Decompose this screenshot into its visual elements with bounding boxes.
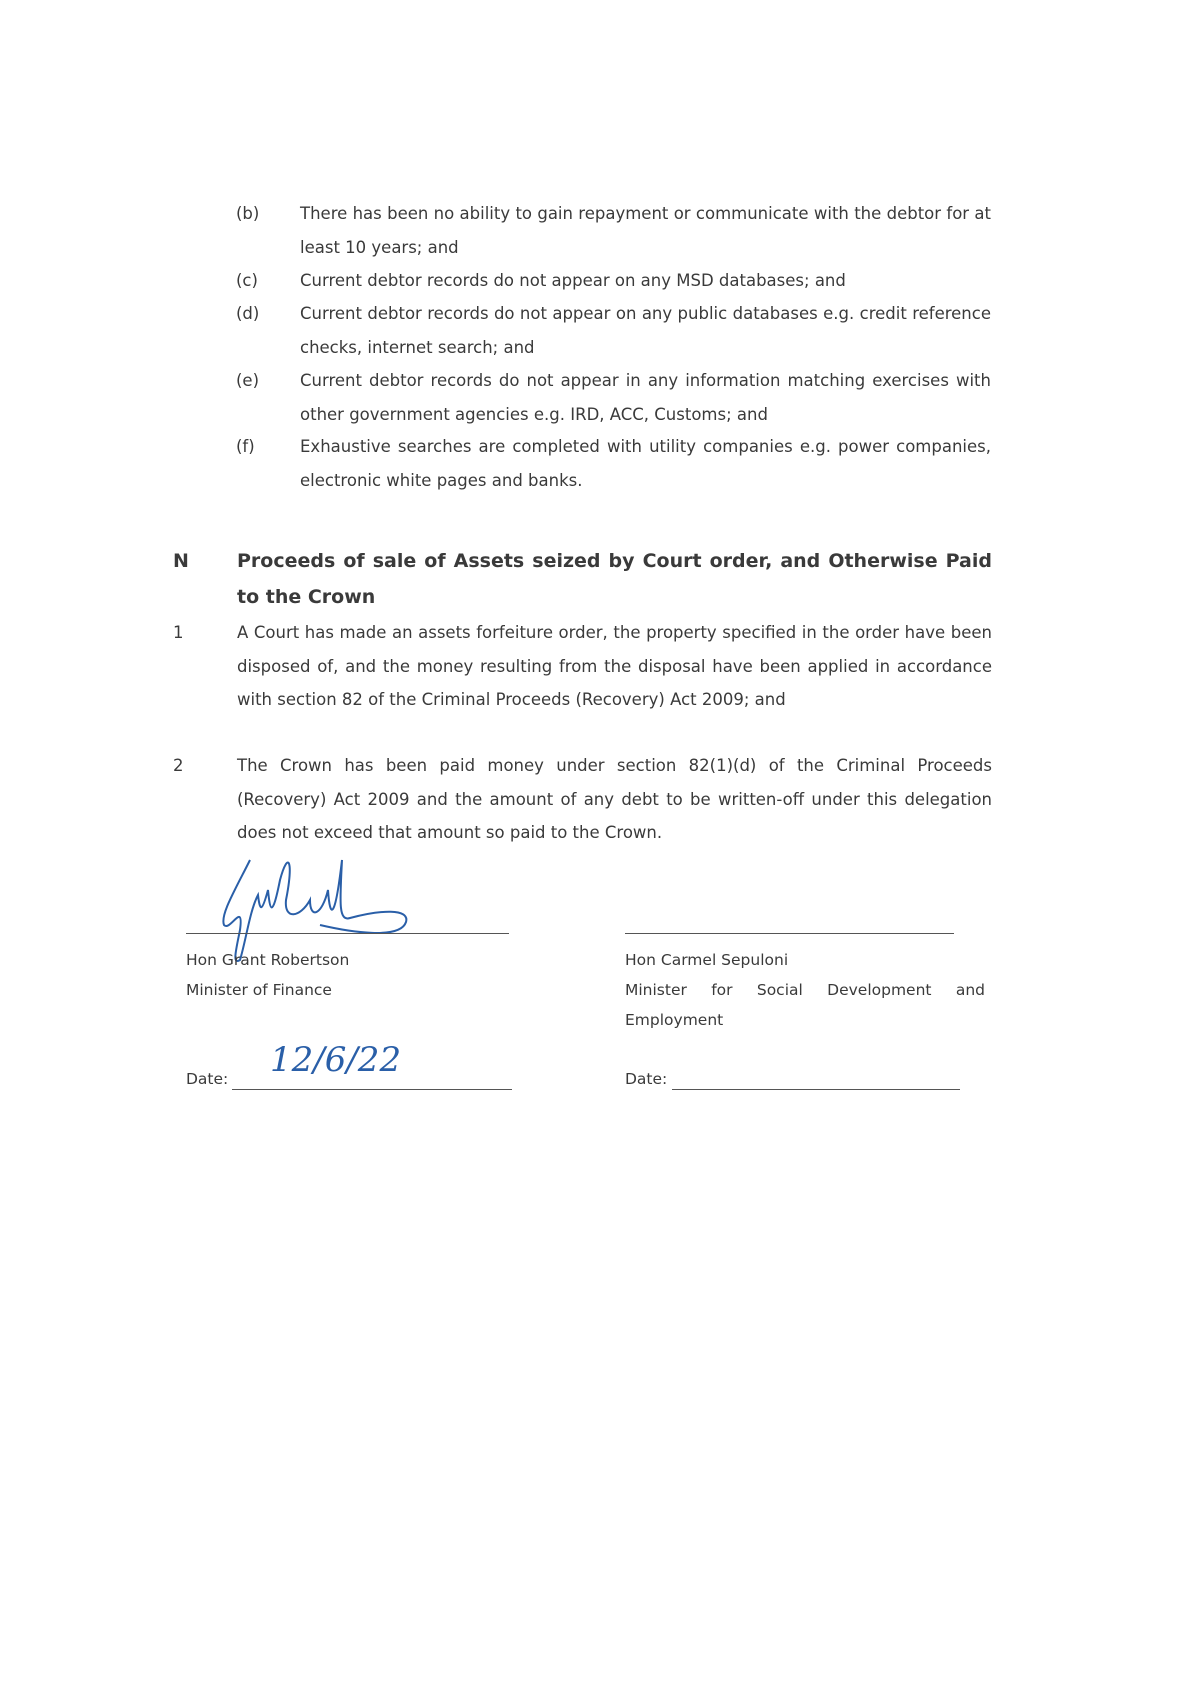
date-line-right (672, 1089, 960, 1090)
list-label: (c) (236, 271, 258, 290)
list-item-d (236, 297, 991, 364)
section-title: Proceeds of sale of Assets seized by Court order, and Otherwise Paid to the Crown (237, 550, 992, 608)
list-label: (d) (236, 304, 260, 323)
list-item-f (236, 430, 991, 497)
list-text: Exhaustive searches are completed with utility companies e.g. power companies, electronic white pages and banks. (300, 437, 991, 490)
paragraph-2 (173, 749, 992, 850)
section-letter: N (173, 550, 189, 572)
signature-line-right (625, 933, 954, 934)
signatory-role: Minister of Finance (186, 981, 332, 999)
list-text: Current debtor records do not appear on any MSD databases; and (300, 271, 846, 290)
paragraph-1 (173, 616, 992, 717)
signatory-name: Hon Carmel Sepuloni (625, 951, 789, 969)
date-label: Date: (186, 1070, 229, 1088)
paragraph-text: A Court has made an assets forfeiture order, the property specified in the order have been disposed of, and the money resulting from the disposal have been applied in accordance with section 82 of the Criminal Proceeds (Recovery) Act 2009; and (237, 623, 992, 709)
paragraph-number: 1 (173, 623, 184, 642)
signatory-name: Hon Grant Robertson (186, 951, 350, 969)
list-label: (f) (236, 437, 255, 456)
list-item-b (236, 197, 991, 264)
list-text: Current debtor records do not appear in any information matching exercises with other government agencies e.g. IRD, ACC, Customs; and (300, 371, 991, 424)
list-label: (b) (236, 204, 260, 223)
list-text: Current debtor records do not appear on any public databases e.g. credit reference checks, internet search; and (300, 304, 991, 357)
signature-line-left (186, 933, 509, 934)
list-label: (e) (236, 371, 260, 390)
signatory-role: Minister for Social Development and Employment (625, 981, 985, 1029)
list-text: There has been no ability to gain repayment or communicate with the debtor for at least 10 years; and (300, 204, 991, 257)
list-item-c (236, 264, 991, 298)
handwritten-date: 12/6/22 (270, 1040, 402, 1080)
list-item-e (236, 364, 991, 431)
paragraph-number: 2 (173, 756, 184, 775)
paragraph-text: The Crown has been paid money under section 82(1)(d) of the Criminal Proceeds (Recovery) Act 2009 and the amount of any debt to be written-off under this delegation does not exceed that amount so paid to the Crown. (237, 756, 992, 842)
date-line-left (232, 1089, 512, 1090)
date-label: Date: (625, 1070, 668, 1088)
